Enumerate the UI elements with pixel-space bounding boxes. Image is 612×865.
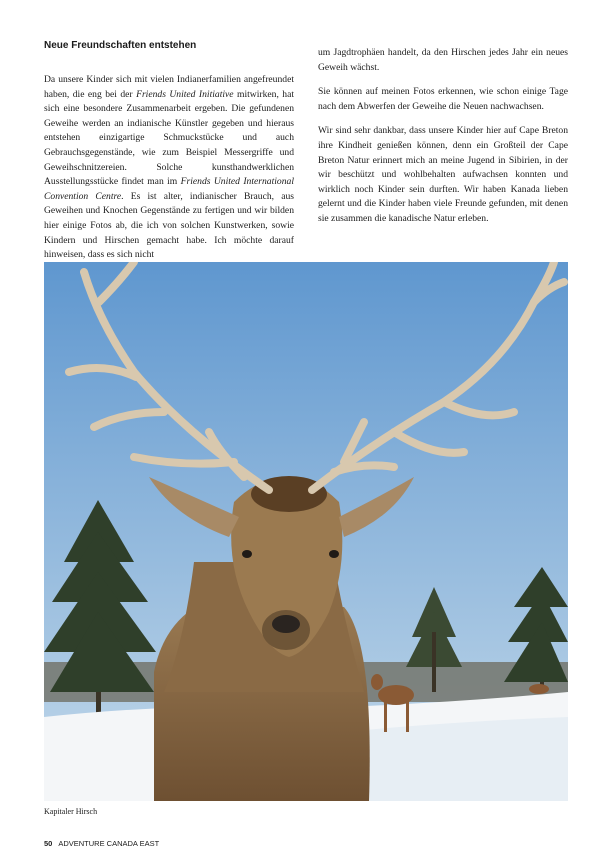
- body-paragraph: [44, 73, 294, 263]
- body-paragraph: Wir sind sehr dankbar, dass unsere Kinder hier auf Cape Breton ihre Kindheit genießen können, denn ein Großteil der Cape Breton Natur erinnert mich an meine Jugend in Sibirien, in der wir beschützt und wohlbehalten aufwachsen konnten und wirklich noch Kinder sein durften. Wir haben Kanada lieben gelernt und die Kinder haben viele Freunde gefunden, mit denen sie zusammen die kanadische Natur erleben.: [318, 125, 568, 224]
- venue-name: Friends United International Convention Centre: [44, 176, 294, 202]
- text-run: . Es ist alter, indianischer Brauch, aus Geweihen und Knochen Gegenstände zu fertigen und wir bilden hier einige Fotos ab, die ich von solchen Kunstwerken, sowie Kindern und Hirschen gemacht habe. Ich möchte darauf hinweisen, dass es sich nicht: [44, 190, 295, 261]
- body-paragraph: um Jagdtrophäen handelt, da den Hirschen jedes Jahr ein neues Geweih wächst.: [318, 47, 568, 73]
- section-heading: Neue Freundschaften entstehen: [44, 40, 197, 51]
- text-run: mitwirken, hat sich eine besondere Zusammenarbeit ergeben. Die gefundenen Geweihe werden an indianische Künstler gegeben und hieraus entstehen einzigartige Schmuckstücke und auch Gebrauchsgegenstände, wie zum Beispiel Messergriffe und Geweihschnitzereien. Solche kunsthandwerklichen Ausstellungsstücke findet man im: [44, 88, 295, 188]
- stag-photo: [44, 262, 568, 801]
- article-column-left: [44, 73, 294, 273]
- photo-caption: Kapitaler Hirsch: [44, 807, 98, 816]
- page-footer: [44, 839, 159, 848]
- organization-name: Friends United Initiative: [136, 88, 234, 100]
- publication-name: ADVENTURE CANADA EAST: [58, 839, 160, 848]
- body-paragraph: Sie können auf meinen Fotos erkennen, wie schon einige Tage nach dem Abwerfen der Geweihe die Neuen nachwachsen.: [318, 86, 568, 112]
- page-number: 50: [44, 839, 53, 848]
- article-column-right: [318, 46, 568, 237]
- text-run: Da unsere Kinder sich mit vielen Indianerfamilien angefreundet haben, die eng bei der: [44, 74, 294, 100]
